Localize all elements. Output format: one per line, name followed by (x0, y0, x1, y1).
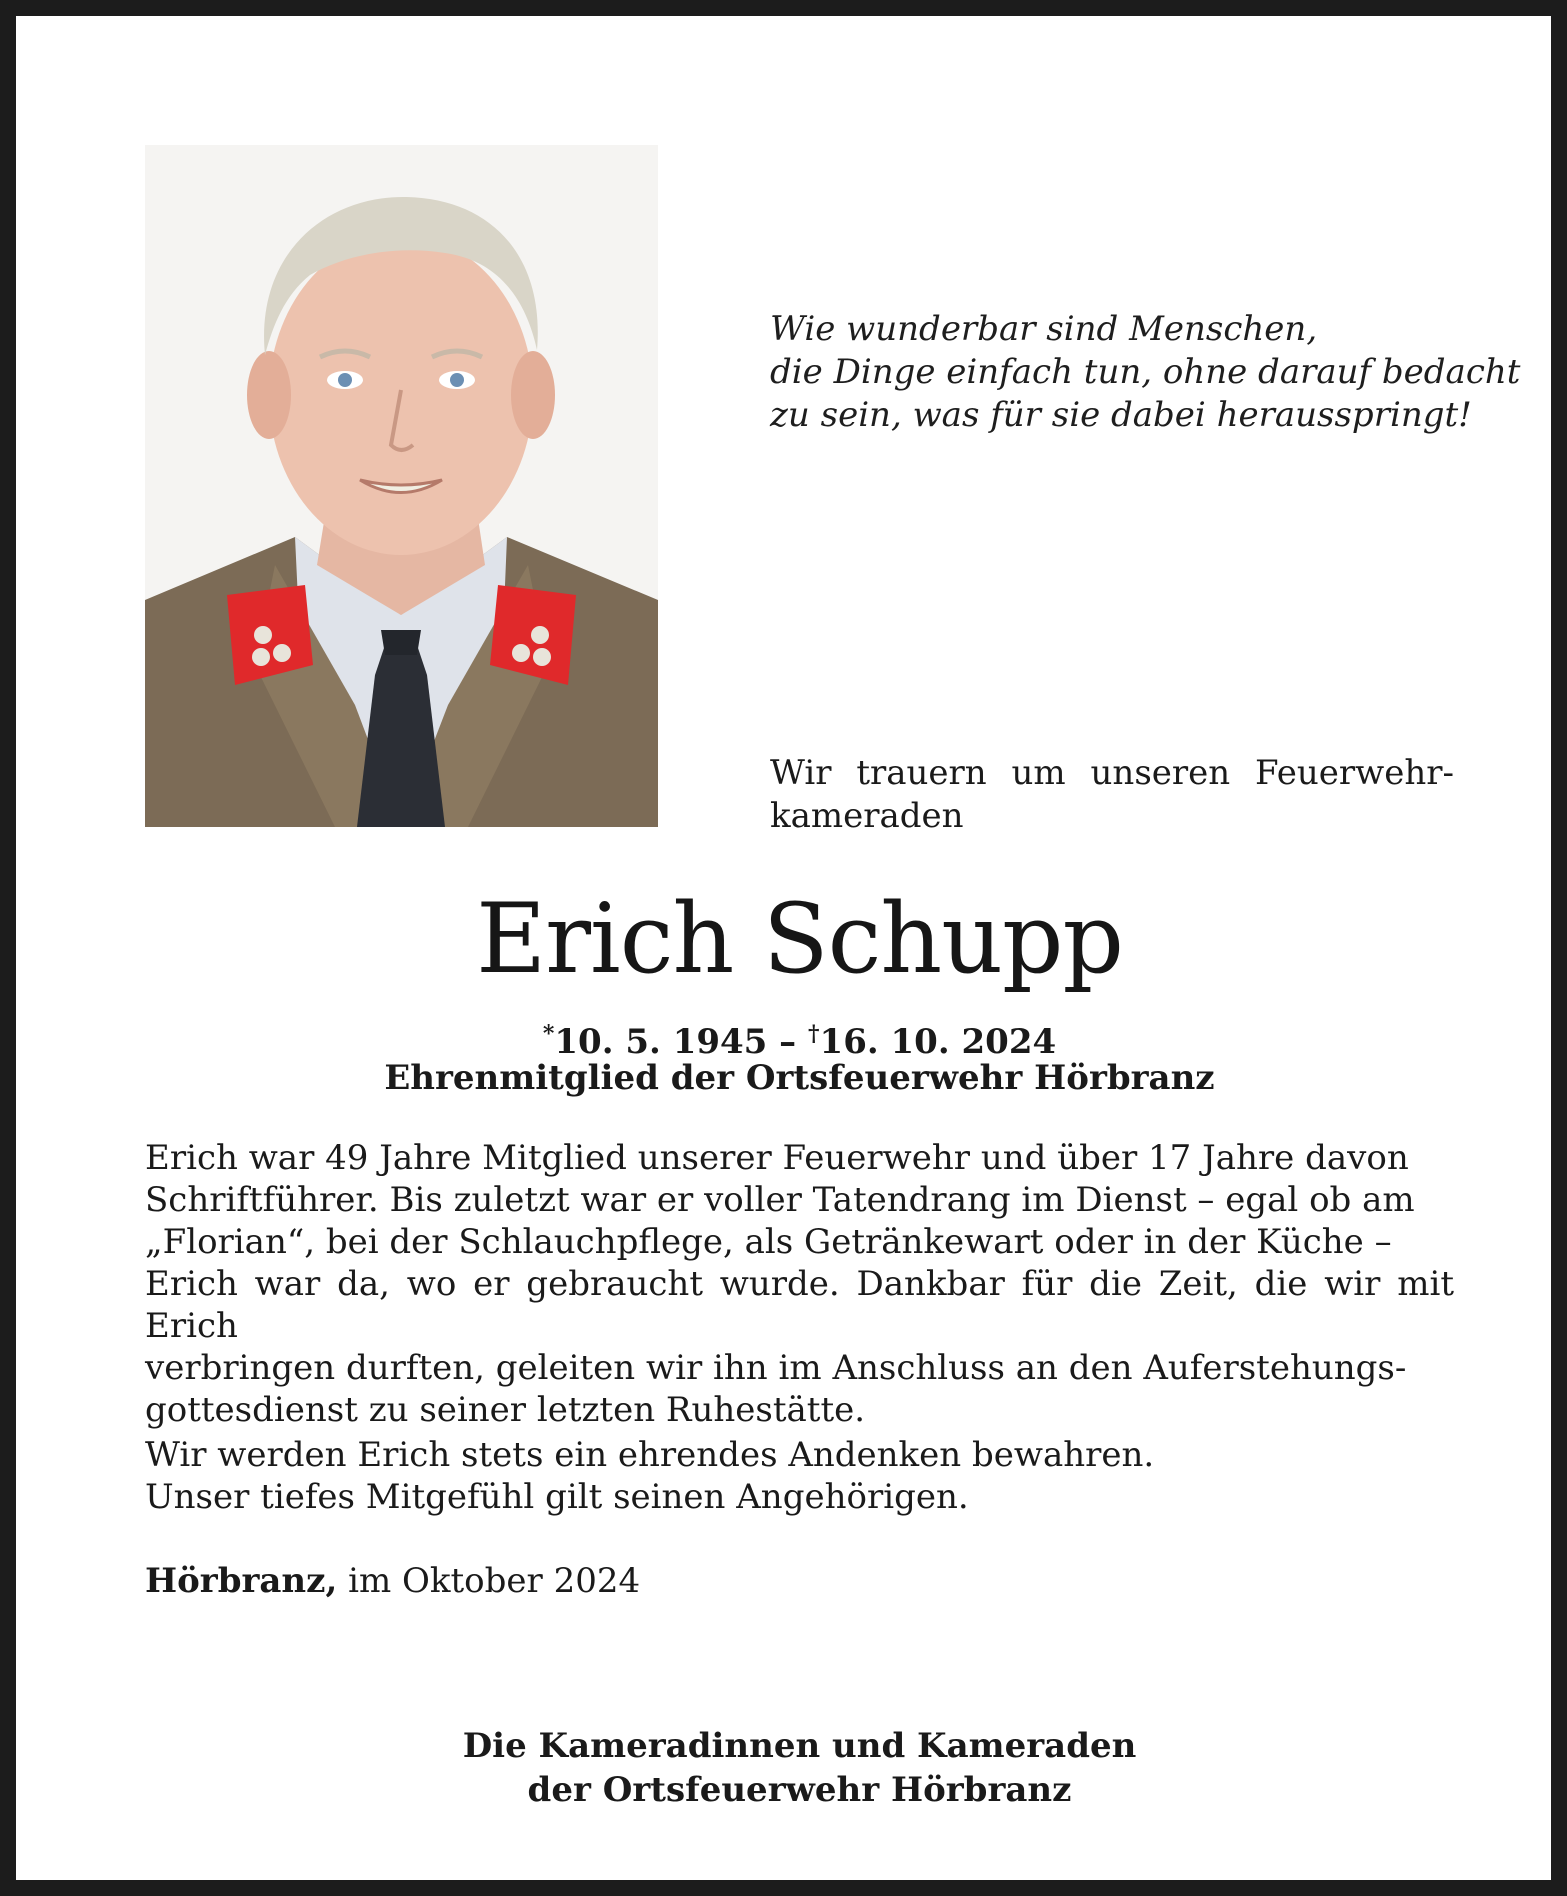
tribute-line: Schriftführer. Bis zuletzt war er voller Tatendrang im Dienst – egal ob am (145, 1180, 1415, 1220)
memorial-quote (770, 308, 1521, 437)
birth-symbol: * (542, 1021, 555, 1047)
tribute-line: Erich war 49 Jahre Mitglied unserer Feuerwehr und über 17 Jahre davon (145, 1138, 1409, 1178)
place-town: Hörbranz, (145, 1561, 338, 1601)
death-symbol: † (808, 1021, 820, 1047)
signature-line: der Ortsfeuerwehr Hörbranz (527, 1770, 1072, 1810)
signature-line: Die Kameradinnen und Kameraden (462, 1726, 1137, 1766)
tribute-line: gottesdienst zu seiner letzten Ruhestätte. (145, 1390, 866, 1430)
tribute-line: verbringen durften, geleiten wir ihn im Anschluss an den Auferstehungs- (145, 1348, 1407, 1388)
mourning-text: Wir trauern um unseren Feuerwehr-kameraden (770, 753, 1454, 836)
condolence-line: Unser tiefes Mitgefühl gilt seinen Angehörigen. (145, 1477, 969, 1517)
tribute-paragraph (145, 1137, 1454, 1431)
condolence-line: Wir werden Erich stets ein ehrendes Andenken bewahren. (145, 1435, 1155, 1475)
deceased-name: Erich Schupp (476, 883, 1123, 995)
death-date: 16. 10. 2024 (819, 1022, 1057, 1062)
quote-line: Wie wunderbar sind Menschen, (770, 309, 1318, 349)
condolence-paragraph (145, 1434, 1454, 1518)
signature-block (16, 1724, 1567, 1812)
birth-date: 10. 5. 1945 (554, 1022, 768, 1062)
portrait-photo (145, 145, 658, 827)
place-date: im Oktober 2024 (337, 1561, 641, 1601)
date-separator: – (767, 1022, 809, 1062)
quote-line: zu sein, was für sie dabei herausspringt! (770, 395, 1472, 435)
tribute-line: „Florian“, bei der Schlauchpflege, als Getränkewart oder in der Küche – (145, 1222, 1392, 1262)
quote-line: die Dinge einfach tun, ohne darauf bedacht (770, 352, 1521, 392)
tribute-line: Erich war da, wo er gebraucht wurde. Dankbar für die Zeit, die wir mit Erich (145, 1264, 1454, 1346)
place-and-date (145, 1560, 640, 1602)
honorary-title: Ehrenmitglied der Ortsfeuerwehr Hörbranz (384, 1058, 1215, 1098)
